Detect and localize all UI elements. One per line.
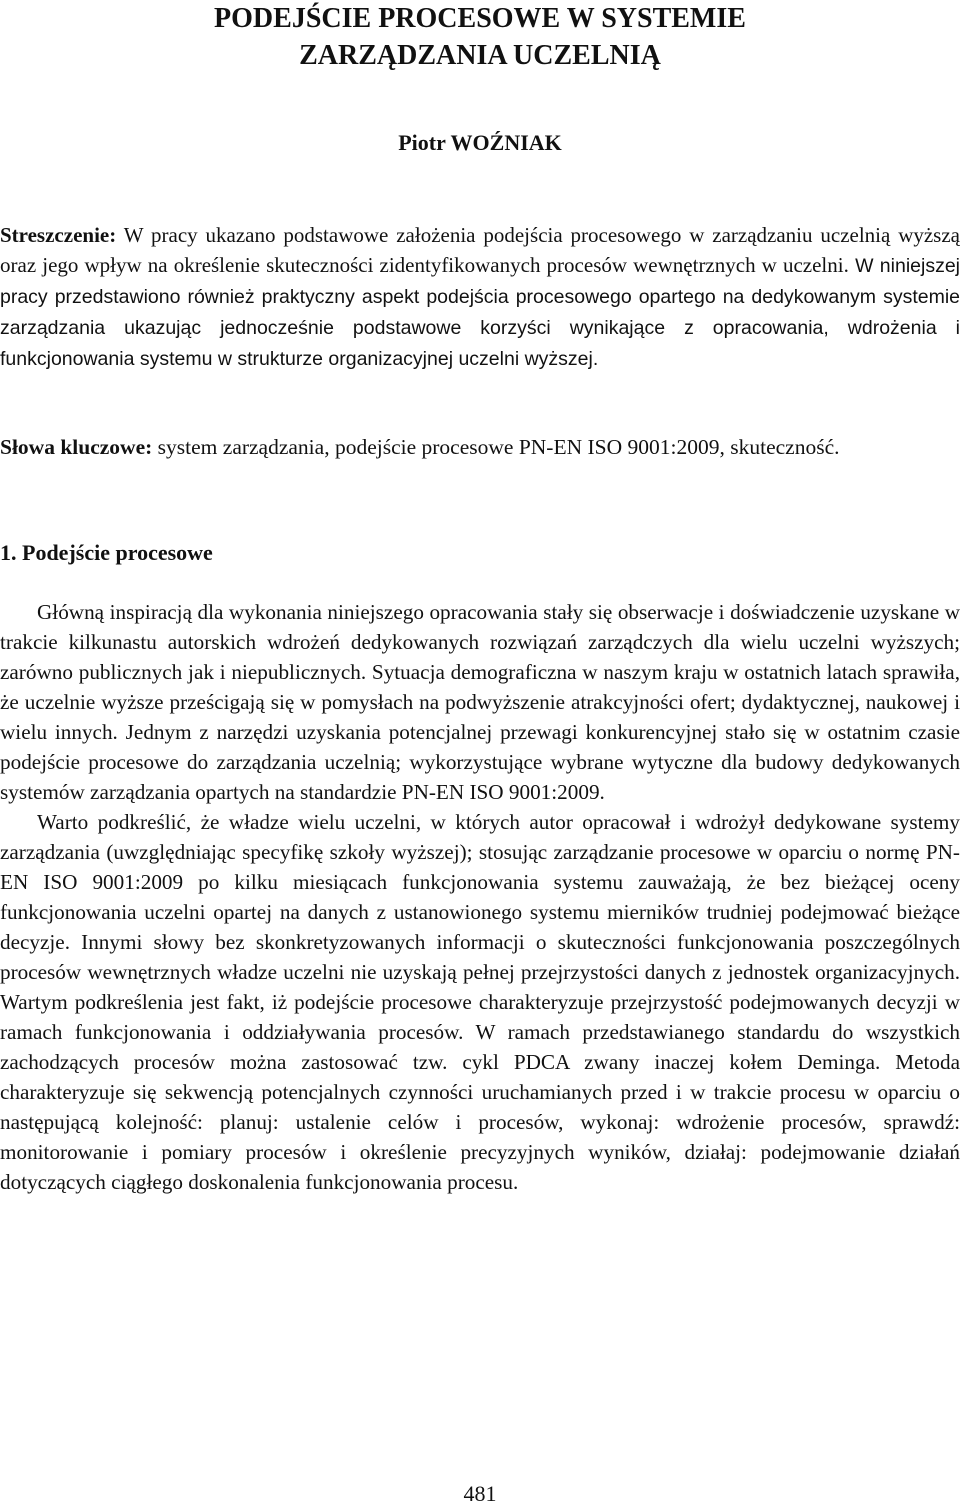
abstract-rest-text: W niniejszej pracy przedstawiono również praktyczny aspekt podejścia procesowego opartego na dedykowanym systemie zarządzania ukazując jednocześnie podstawowe korzyści wynikające z opracowania, wdrożenia i funkcjonowania systemu w strukturze organizacyjnej uczelni wyższej.	[0, 255, 960, 370]
keywords-text: system zarządzania, podejście procesowe PN-EN ISO 9001:2009, skuteczność.	[152, 435, 840, 459]
paper-title	[0, 0, 960, 74]
paper-title-line-1: PODEJŚCIE PROCESOWE W SYSTEMIE	[214, 3, 746, 34]
abstract-label: Streszczenie:	[0, 223, 117, 247]
abstract-lead-text: W pracy ukazano podstawowe założenia podejścia procesowego w zarządzaniu uczelnią wyższą oraz jego wpływ na określenie skuteczności zidentyfikowanych procesów wewnętrznych w uczelni.	[0, 223, 960, 277]
keywords	[0, 432, 960, 462]
body-paragraph-1: Główną inspiracją dla wykonania niniejszego opracowania stały się obserwacje i doświadczenie uzyskane w trakcie kilkunastu autorskich wdrożeń dedykowanych rozwiązań zarządczych dla wielu uczelni wyższych; zarówno publicznych jak i niepublicznych. Sytuacja demograficzna w naszym kraju w ostatnich latach sprawiła, że uczelnie wyższe prześcigają się w pomysłach na podwyższenie atrakcyjności ofert; dydaktycznej, naukowej i wielu innych. Jednym z narzędzi uzyskania potencjalnej przewagi konkurencyjnej stało się w ostatnim czasie podejście procesowe do zarządzania uczelnią; wykorzystujące wybrane wytyczne dla budowy dedykowanych systemów zarządzania opartych na standardzie PN-EN ISO 9001:2009.	[0, 600, 960, 804]
abstract	[0, 220, 960, 374]
paper-title-line-2: ZARZĄDZANIA UCZELNIĄ	[299, 40, 661, 71]
keywords-label: Słowa kluczowe:	[0, 435, 153, 459]
section-body	[0, 597, 960, 1197]
page-number: 481	[463, 1481, 497, 1506]
section-heading: 1. Podejście procesowe	[0, 540, 213, 565]
author-name: Piotr WOŹNIAK	[398, 130, 562, 155]
body-paragraph-2: Warto podkreślić, że władze wielu uczelni, w których autor opracował i wdrożył dedykowane systemy zarządzania (uwzględniając specyfikę szkoły wyższej); stosując zarządzanie procesowe w oparciu o normę PN-EN ISO 9001:2009 po kilku miesiącach funkcjonowania systemu zauważają, że bez bieżącej oceny funkcjonowania uczelni opartej na danych z ustanowionego systemu mierników trudniej podejmować bieżące decyzje. Innymi słowy bez skonkretyzowanych informacji o skuteczności funkcjonowania poszczególnych procesów wewnętrznych władze uczelni nie uzyskają pełnej przejrzystości danych z jednostek organizacyjnych. Wartym podkreślenia jest fakt, iż podejście procesowe charakteryzuje przejrzystość podejmowanych decyzji w ramach funkcjonowania i oddziaływania procesów. W ramach przedstawianego standardu do wszystkich zachodzących procesów można zastosować tzw. cykl PDCA zwany inaczej kołem Deminga. Metoda charakteryzuje się sekwencją potencjalnych czynności uruchamianych przed i w trakcie procesu w oparciu o następującą kolejność: planuj: ustalenie celów i procesów, wykonaj: wdrożenie procesów, sprawdź: monitorowanie i pomiary procesów i określenie precyzyjnych wyników, działaj: podejmowanie działań dotyczących ciągłego doskonalenia funkcjonowania procesu.	[0, 810, 960, 1194]
